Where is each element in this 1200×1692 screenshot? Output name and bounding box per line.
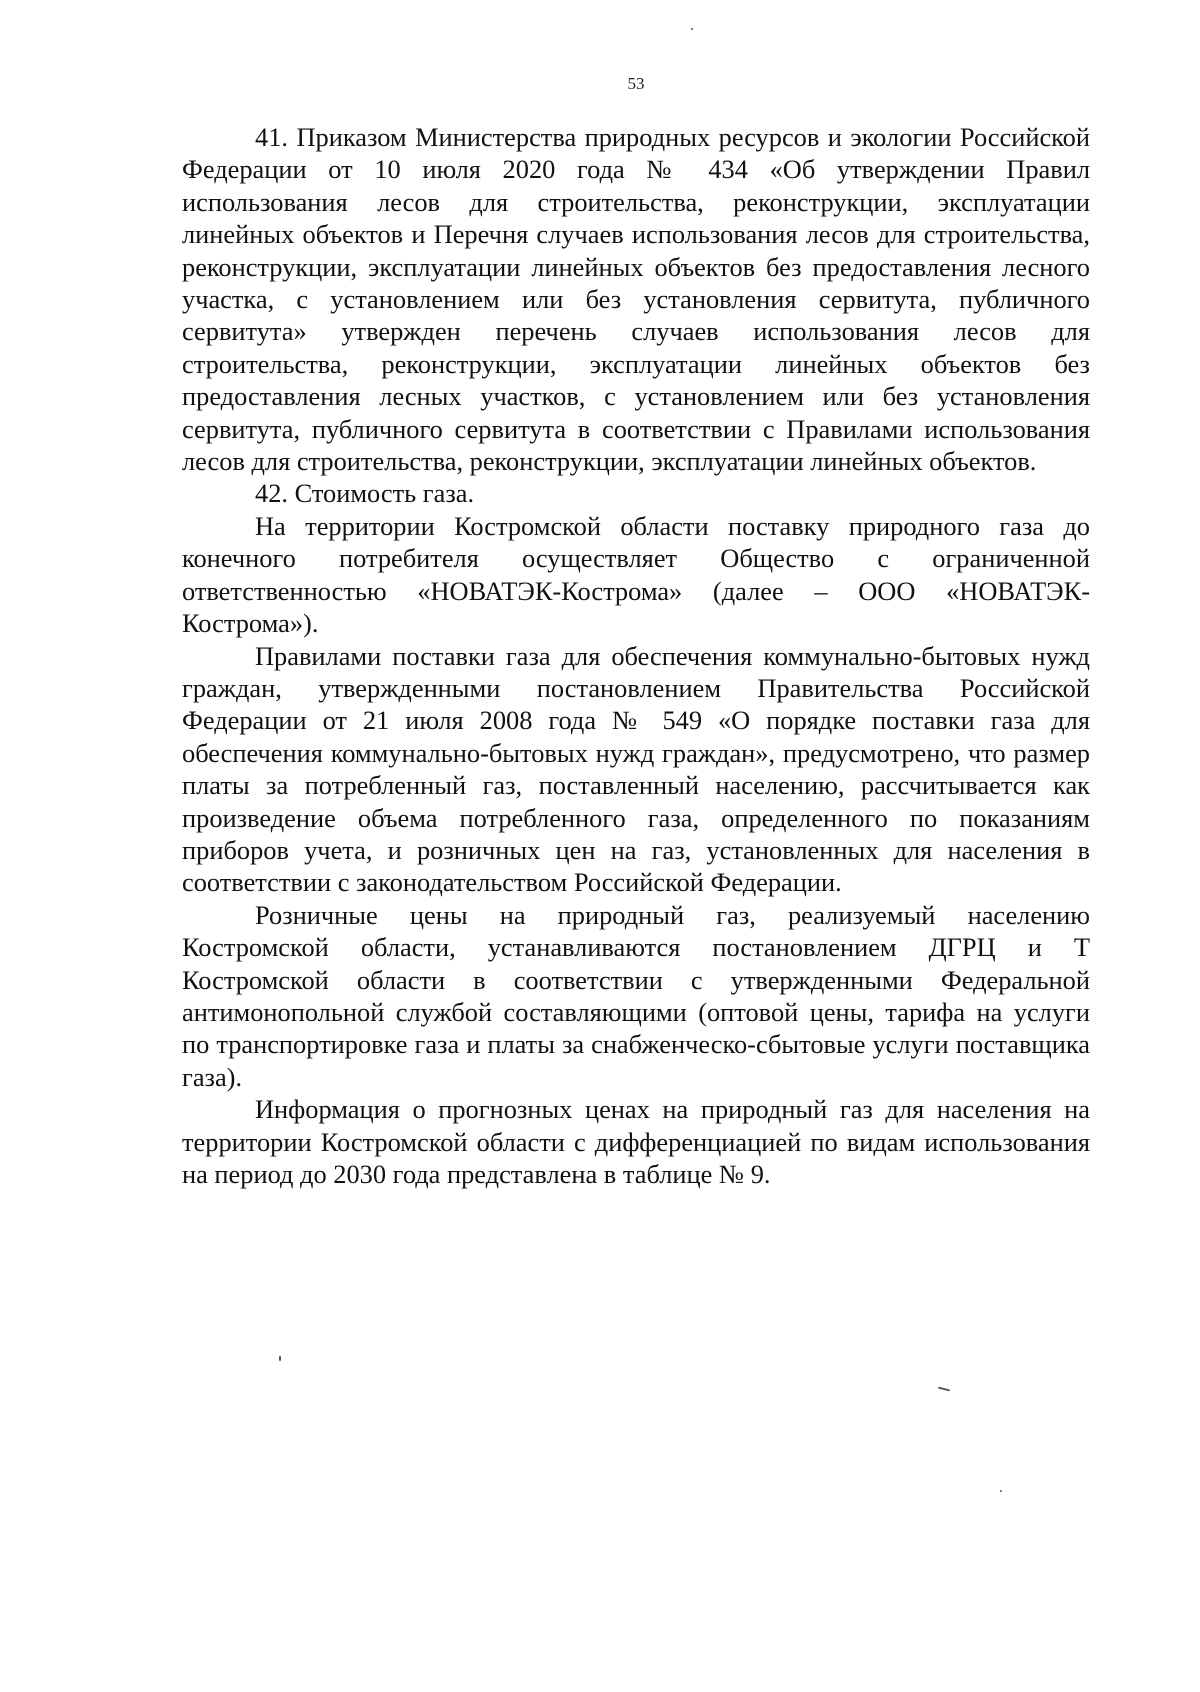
scan-speck — [279, 1356, 281, 1361]
paragraph-forecast-prices: Информация о прогнозных ценах на природный газ для населения на территории Костромской области с дифференциацией по видам использования на период до 2030 года представлена в таблице № 9. — [182, 1094, 1090, 1189]
scan-speck — [1000, 1490, 1002, 1492]
paragraph-42-heading: 42. Стоимость газа. — [255, 478, 475, 509]
paragraph-gas-supply-rules: Правилами поставки газа для обеспечения коммунально-бытовых нужд граждан, утвержденными постановлением Правительства Российской Федерации от 21 июля 2008 года № 549 «О порядке поставки газа для обеспечения коммунально-бытовых нужд граждан», предусмотрено, что размер платы за потребленный газ, поставленный населению, рассчитывается как произведение объема потребленного газа, определенного по показаниям приборов учета, и розничных цен на газ, установленных для населения в соответствии с законодательством Российской Федерации. — [182, 640, 1090, 898]
scan-speck — [938, 1387, 950, 1392]
paragraph-gas-supplier: На территории Костромской области поставку природного газа до конечного потребителя осуществляет Общество с ограниченной ответственностью «НОВАТЭК-Кострома» (далее – ООО «НОВАТЭК-Кострома»). — [182, 510, 1090, 639]
scan-speck — [691, 28, 693, 30]
paragraph-retail-prices: Розничные цены на природный газ, реализуемый населению Костромской области, устанавливаются постановлением ДГРЦ и Т Костромской области в соответствии с утвержденными Федеральной антимонопольной службой составляющими (оптовой цены, тарифа на услуги по транспортировке газа и платы за снабженческо-сбытовые услуги поставщика газа). — [182, 899, 1090, 1092]
document-body — [182, 121, 1090, 1190]
paragraph-41-order: 41. Приказом Министерства природных ресурсов и экологии Российской Федерации от 10 июля 2020 года № 434 «Об утверждении Правил использования лесов для строительства, реконструкции, эксплуатации линейных объектов и Перечня случаев использования лесов для строительства, реконструкции, эксплуатации линейных объектов без предоставления лесного участка, с установлением или без установления сервитута, публичного сервитута» утвержден перечень случаев использования лесов для строительства, реконструкции, эксплуатации линейных объектов без предоставления лесных участков, с установлением или без установления сервитута, публичного сервитута в соответствии с Правилами использования лесов для строительства, реконструкции, эксплуатации линейных объектов. — [182, 122, 1090, 477]
page-number: 53 — [627, 74, 645, 93]
